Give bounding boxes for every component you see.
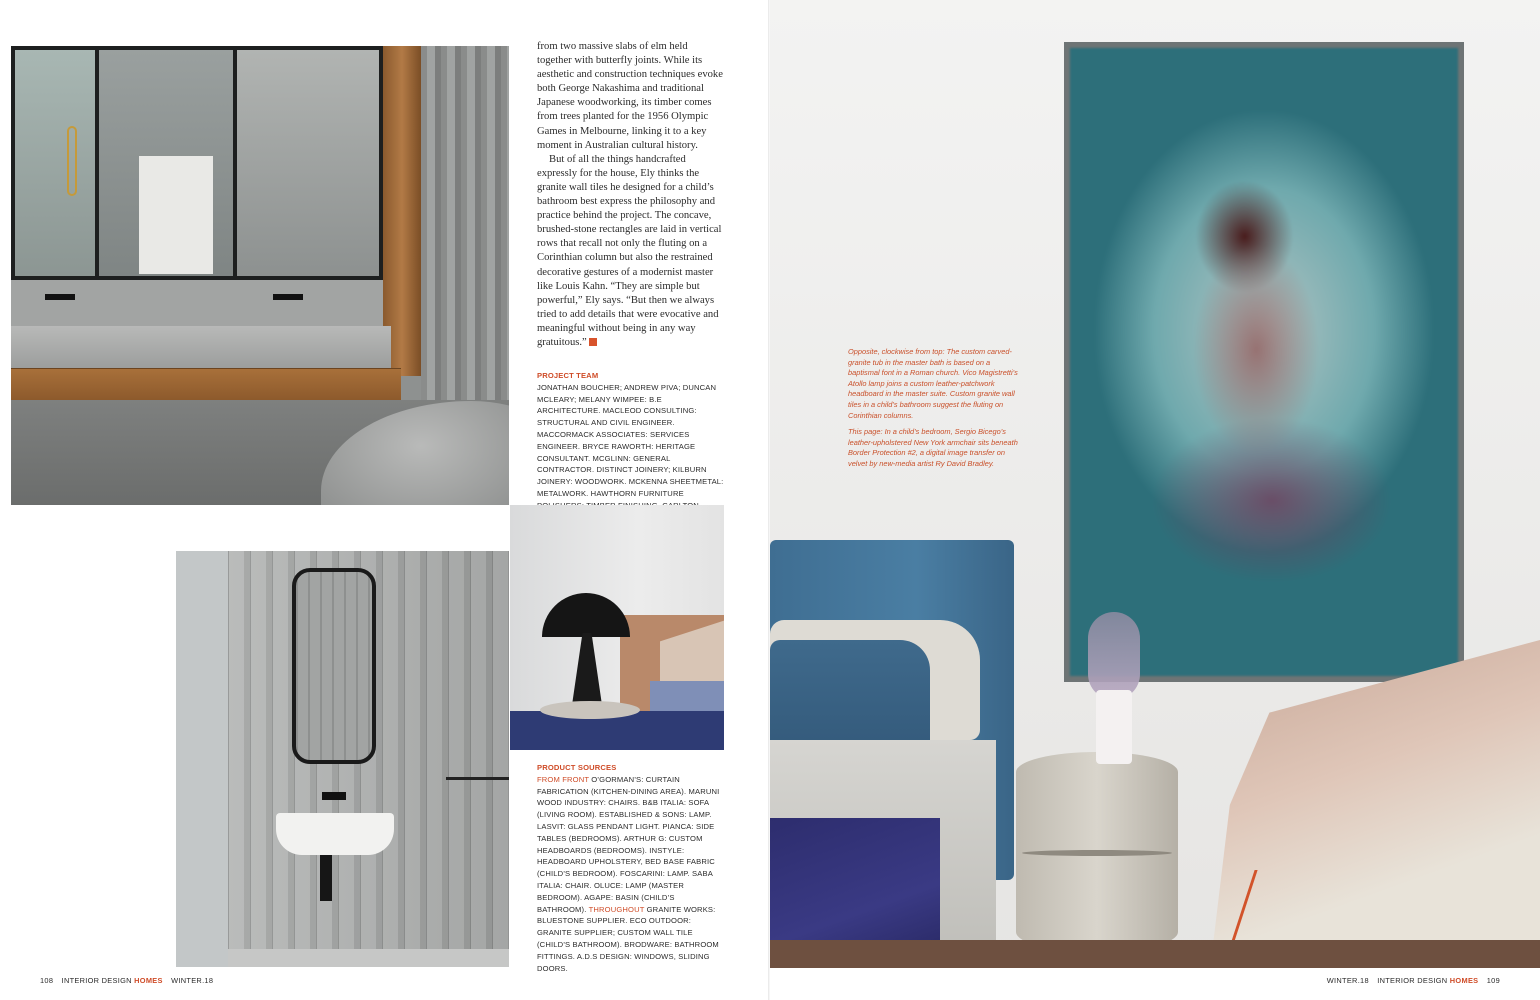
folio-right bbox=[1321, 976, 1506, 985]
project-team-text: JONATHAN BOUCHER; ANDREW PIVA; DUNCAN MCLEARY; MELANY WIMPEE: B.E ARCHITECTURE. MACLEOD CONSULTING: STRUCTURAL AND CIVIL ENGINEER. MACCORMACK ASSOCIATES: SERVICES ENGINEER. BRYCE RAWORTH: HERITAGE CONSULTANT. MCGLINN: GENERAL CONTRACTOR. DISTINCT JOINERY; KILBURN JOINERY: WOODWORK. MCKENNA SHEETMETAL: METALWORK. HAWTHORN FURNITURE bbox=[537, 382, 724, 498]
lamp-headboard-photo bbox=[510, 505, 724, 750]
folio-left bbox=[34, 976, 219, 985]
from-front-label: FROM FRONT bbox=[537, 774, 589, 784]
section-name: HOMES bbox=[1449, 976, 1479, 985]
artwork bbox=[1064, 42, 1464, 682]
body-paragraph: But of all the things handcrafted expressly for the house, Ely thinks the granite wall tiles he designed for a child’s bathroom best express the philosophy and practice behind the project. The concave, brushed-stone rectangles are laid in vertical rows that recall not only the fluting on a Corinthian column but also the restrained decorative gestures of a modernist master like Louis Kahn. “They are simple but powerful,” Ely says. “But then we always tried to add details that were evocative and meaningful without being in any way gratuitous.” bbox=[537, 153, 722, 348]
product-sources-heading: PRODUCT SOURCES bbox=[537, 763, 617, 772]
stone-vanity bbox=[11, 326, 391, 368]
pendant-light bbox=[67, 126, 77, 196]
body-paragraph: from two massive slabs of elm held together with butterfly joints. While its aesthetic and construction techniques evoke both George Nakashima and traditional Japanese woodworking, its timber comes from trees planted for the 1956 Olympic Games in Melbourne, linking it to a key moment in Australian cultural history. bbox=[537, 41, 723, 151]
right-page bbox=[770, 0, 1540, 1000]
curtain bbox=[421, 46, 509, 406]
end-mark-icon bbox=[589, 338, 597, 346]
photo-caption bbox=[848, 347, 1018, 470]
timber-drawers bbox=[11, 368, 401, 400]
basin bbox=[276, 813, 394, 855]
product-sources bbox=[537, 762, 725, 974]
magazine-name: INTERIOR DESIGN bbox=[1377, 976, 1448, 985]
page-number: 109 bbox=[1486, 976, 1500, 985]
mirror bbox=[292, 568, 376, 764]
childs-bathroom-photo bbox=[176, 551, 509, 967]
table-lamp bbox=[1088, 612, 1140, 700]
section-name: HOMES bbox=[134, 976, 163, 985]
page-number: 108 bbox=[40, 976, 54, 985]
project-team-heading: PROJECT TEAM bbox=[537, 371, 599, 380]
childs-bedroom-photo bbox=[770, 0, 1540, 968]
body-text bbox=[537, 40, 723, 350]
caption-opposite: Opposite, clockwise from top: The custom carved-granite tub in the master bath is based on a baptismal font in a Roman church. Vico Magistretti’s Atollo lamp joins a custom leather-patchwork headboard in the master suite. Custom granite wall tiles in a child’s bathroom suggest the fluting on Corinthian columns. bbox=[848, 347, 1018, 420]
master-bath-photo bbox=[11, 46, 509, 505]
magazine-name: INTERIOR DESIGN bbox=[61, 976, 132, 985]
caption-this-page: This page: In a child’s bedroom, Sergio Bicego’s leather-upholstered New York armchair sits beneath Border Protection #2, a digital image transfer on velvet by new-media artist Ry David Bradley. bbox=[848, 427, 1018, 468]
throughout-label: THROUGHOUT bbox=[588, 904, 645, 914]
issue-label: WINTER.18 bbox=[171, 976, 214, 985]
issue-label: WINTER.18 bbox=[1326, 976, 1369, 985]
product-sources-text: FROM FRONT O’GORMAN’S: CURTAIN FABRICATION (KITCHEN-DINING AREA). MARUNI WOOD INDUSTRY: CHAIRS. B&B ITALIA: SOFA (LIVING ROOM). ESTABLISHED & SONS: LAMP. LASVIT: GLASS PENDANT LIGHT. PIANCA: SIDE TABLES (BEDROOMS). ARTHUR G: CUSTOM HEADBOARDS (BEDROOMS). INSTYLE: HEADBOARD UPHOLSTERY, BED BASE FABRIC (CHILD’S BEDROOM). FOSCARINI: LAMP. SABA ITALIA: CHAIR. OLUCE: LAMP (MASTER BEDROOM). AGAPE: BASIN (CHILD’S BATHROOM). THROUGHOUT GRANITE WORKS: BLUESTONE SUPPLIER. ECO OUTDOOR: GRANITE SUPPLIER; CUSTOM WALL TILE (CHILD’S BATHROOM). BRODWARE: BATHROOM FITTINGS. A.D.S DESIGN: WINDOWS, SLIDING DOORS. bbox=[537, 774, 720, 973]
